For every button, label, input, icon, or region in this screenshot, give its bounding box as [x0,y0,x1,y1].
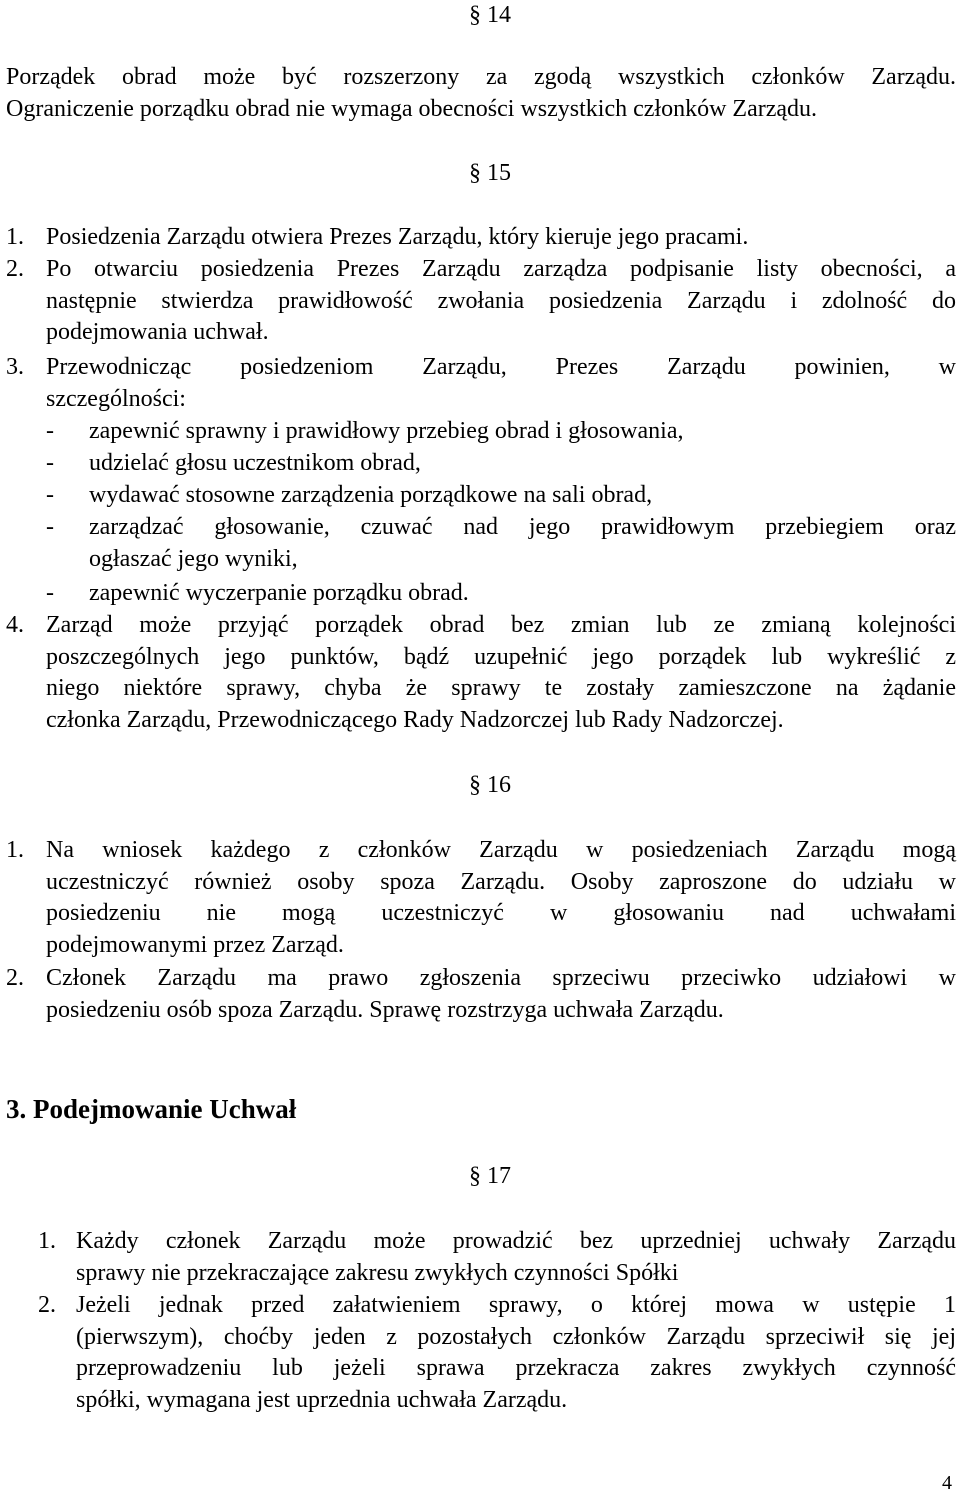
list-item [89,480,956,512]
text-line: zapewnić wyczerpanie porządku obrad. [89,580,469,606]
item-number: 1. [6,837,24,863]
text-line: przeprowadzeniu lub jeżeli sprawa przekracza zakres zwykłych czynność [76,1355,956,1381]
text-line: następnie stwierdza prawidłowość zwołania posiedzenia Zarządu i zdolność do [46,287,956,314]
section-14-title: § 14 [469,2,511,28]
section-15-item-2 [46,254,956,349]
text-line: ogłaszać jego wyniki, [89,545,298,572]
text-line: Członek Zarządu ma prawo zgłoszenia sprzeciwu przeciwko udziałowi w [46,965,956,991]
text-line: Na wniosek każdego z członków Zarządu w posiedzeniach Zarządu mogą [46,837,956,863]
section-15-item-1 [46,222,956,254]
text-line: (pierwszym), choćby jeden z pozostałych członków Zarządu sprzeciwił się jej [76,1323,956,1350]
list-item [89,578,956,610]
list-dash: - [46,580,54,606]
section-16-item-2 [46,963,956,1026]
section-17-title: § 17 [469,1163,511,1189]
chapter-heading: 3. Podejmowanie Uchwał [6,1094,297,1124]
text-line: zapewnić sprawny i prawidłowy przebieg obrad i głosowania, [89,418,684,444]
page-number: 4 [942,1472,952,1494]
text-line: podejmowanymi przez Zarząd. [46,931,344,958]
text-line: Posiedzenia Zarządu otwiera Prezes Zarządu, który kieruje jego pracami. [46,224,749,250]
text-line: uczestniczyć również osoby spoza Zarządu. Osoby zaproszone do udziału w [46,868,956,895]
item-number: 1. [38,1228,56,1254]
list-dash: - [46,418,54,444]
text-line: niego niektóre sprawy, chyba że sprawy te zostały zamieszczone na żądanie [46,675,956,701]
item-number: 2. [6,256,24,282]
item-number: 2. [38,1292,56,1318]
text-line: członka Zarządu, Przewodniczącego Rady Nadzorczej lub Rady Nadzorczej. [46,706,784,733]
section-15-item-3 [46,352,956,415]
text-line: Jeżeli jednak przed załatwieniem sprawy, o której mowa w ustępie 1 [76,1292,956,1318]
item-number: 2. [6,965,24,991]
text-line: Ograniczenie porządku obrad nie wymaga obecności wszystkich członków Zarządu. [6,95,818,122]
list-item [89,512,956,575]
section-17-item-2 [76,1290,956,1416]
text-line: posiedzeniu nie mogą uczestniczyć w głosowaniu nad uchwałami [46,900,956,926]
section-15-item-4 [46,610,956,736]
section-16-item-1 [46,835,956,961]
text-line: spółki, wymagana jest uprzednia uchwała Zarządu. [76,1386,568,1413]
list-item [89,448,956,480]
section-14-text [6,62,956,125]
list-dash: - [46,514,54,540]
item-number: 3. [6,354,24,380]
section-15-title: § 15 [469,160,511,186]
text-line: Każdy członek Zarządu może prowadzić bez uprzedniej uchwały Zarządu [76,1228,956,1254]
text-line: zarządzać głosowanie, czuwać nad jego prawidłowym przebiegiem oraz [89,514,956,540]
section-17-item-1 [76,1226,956,1289]
text-line: szczególności: [46,385,186,412]
text-line: Zarząd może przyjąć porządek obrad bez zmian lub ze zmianą kolejności [46,612,956,638]
text-line: poszczególnych jego punktów, bądź uzupełnić jego porządek lub wykreślić z [46,643,956,670]
text-line: Porządek obrad może być rozszerzony za zgodą wszystkich członków Zarządu. [6,64,956,90]
list-dash: - [46,482,54,508]
text-line: Po otwarciu posiedzenia Prezes Zarządu zarządza podpisanie listy obecności, a [46,256,956,282]
section-16-title: § 16 [469,772,511,798]
text-line: udzielać głosu uczestnikom obrad, [89,450,421,476]
text-line: wydawać stosowne zarządzenia porządkowe na sali obrad, [89,482,653,508]
text-line: Przewodnicząc posiedzeniom Zarządu, Prezes Zarządu powinien, w [46,354,956,380]
list-item [89,416,956,448]
list-dash: - [46,450,54,476]
item-number: 4. [6,612,24,638]
text-line: posiedzeniu osób spoza Zarządu. Sprawę rozstrzyga uchwała Zarządu. [46,996,724,1023]
item-number: 1. [6,224,24,250]
text-line: podejmowania uchwał. [46,319,269,345]
text-line: sprawy nie przekraczające zakresu zwykłych czynności Spółki [76,1259,679,1286]
